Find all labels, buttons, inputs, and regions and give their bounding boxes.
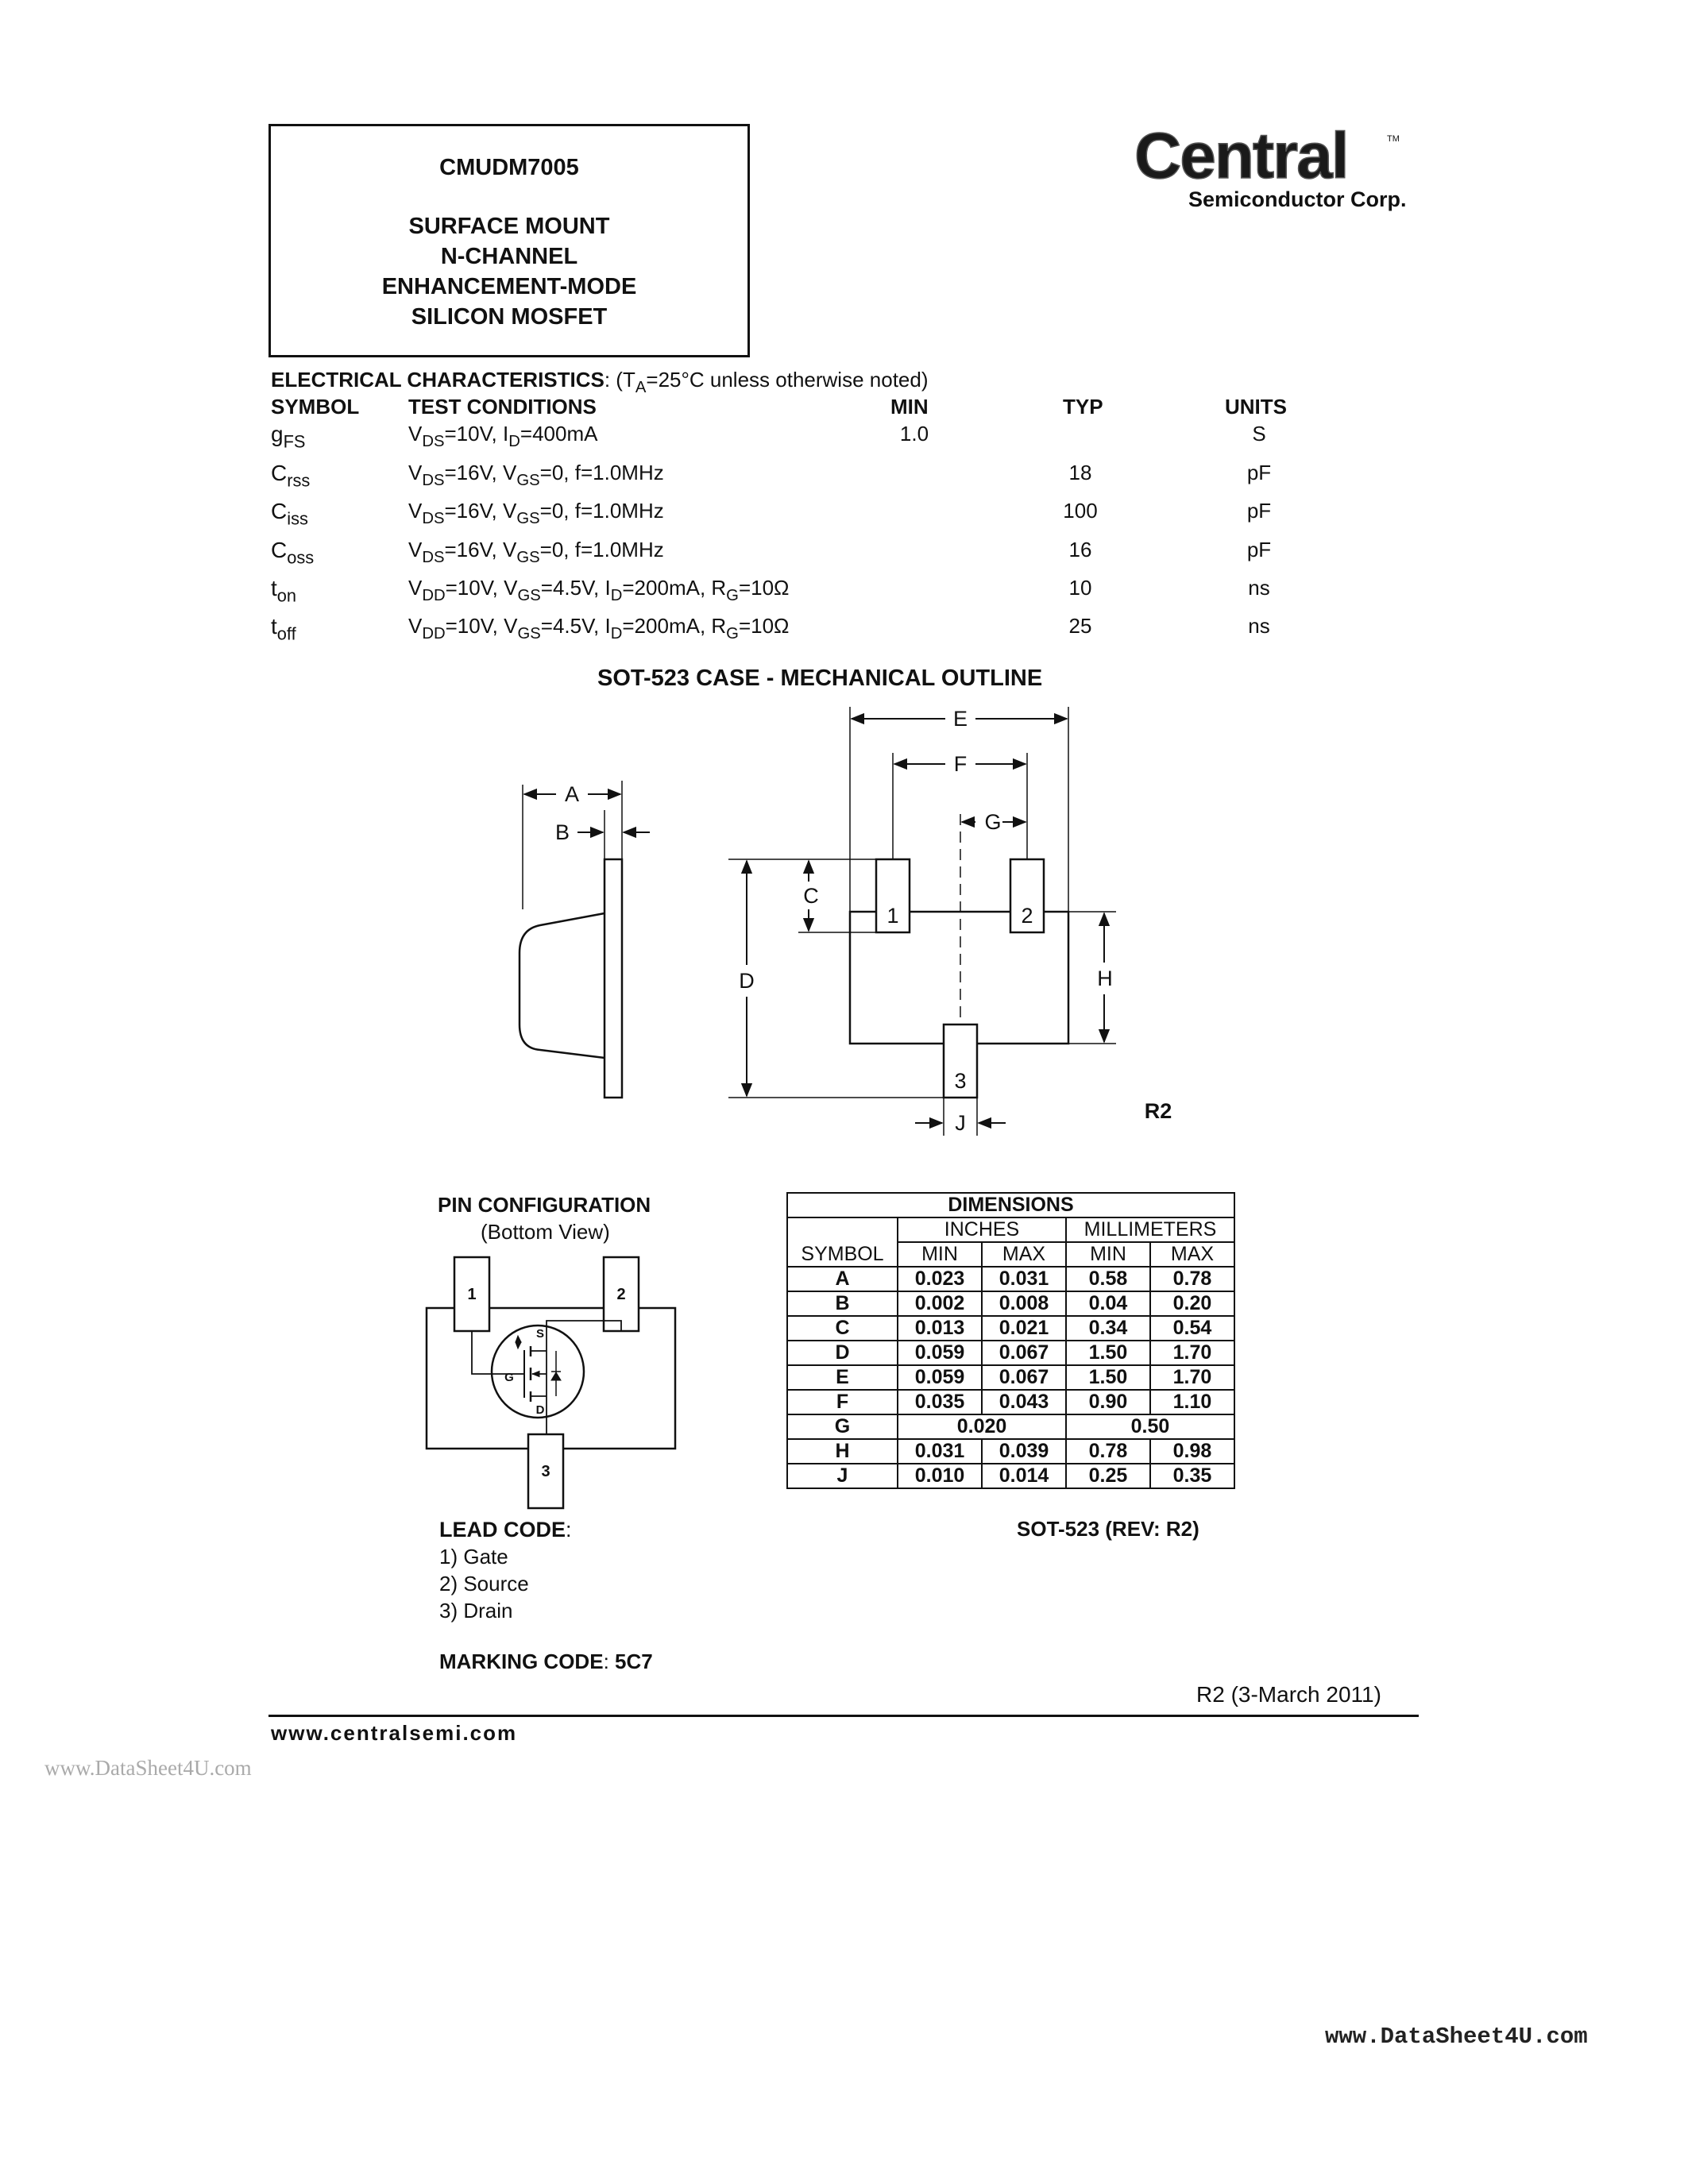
condition-part: I xyxy=(503,422,509,446)
symbol-header: SYMBOL xyxy=(787,1242,898,1267)
dimension-row xyxy=(787,1439,1234,1464)
dimension-inches: 0.020 xyxy=(898,1414,1066,1439)
logo-main-text: Central xyxy=(1134,120,1348,192)
dimension-mm-max: 1.70 xyxy=(1150,1365,1234,1390)
condition-part: =200mA, xyxy=(622,576,712,600)
units-cell: ns xyxy=(1248,576,1270,600)
dimension-mm-min: 0.34 xyxy=(1066,1316,1150,1341)
dimension-mm-min: 0.58 xyxy=(1066,1267,1150,1291)
col-symbol-header: SYMBOL xyxy=(271,395,360,419)
col-min-header: MIN xyxy=(890,395,929,419)
typ-cell: 18 xyxy=(1068,461,1092,484)
logo-tm: TM xyxy=(1387,134,1400,144)
mechanical-outline-title: SOT-523 CASE - MECHANICAL OUTLINE xyxy=(597,666,1043,691)
dimensions-title: DIMENSIONS xyxy=(787,1193,1234,1217)
test-condition-cell xyxy=(408,422,597,451)
terminal-label-source: S xyxy=(535,1327,545,1341)
lead-code-title-text: LEAD CODE xyxy=(439,1518,566,1542)
dimension-inches-max: 0.008 xyxy=(982,1291,1066,1316)
terminal-label-drain: D xyxy=(535,1403,545,1417)
dimension-symbol: D xyxy=(787,1341,898,1365)
test-condition-cell xyxy=(408,576,789,605)
dimension-row xyxy=(787,1414,1234,1439)
dimension-mm-max: 0.78 xyxy=(1150,1267,1234,1291)
condition-part: =10Ω xyxy=(738,614,790,638)
dimension-mm-max: 0.54 xyxy=(1150,1316,1234,1341)
lead-code-title xyxy=(439,1518,572,1542)
side-view-lead xyxy=(605,859,622,1098)
condition-part: GS xyxy=(517,625,541,643)
symbol-cell xyxy=(271,422,305,453)
dimension-symbol: H xyxy=(787,1439,898,1464)
marking-code-colon: : xyxy=(603,1650,616,1673)
pin-label-2: 2 xyxy=(1021,904,1033,928)
dimension-row xyxy=(787,1267,1234,1291)
ec-heading-post: =25°C unless otherwise noted) xyxy=(646,368,929,392)
dimension-mm-max: 0.20 xyxy=(1150,1291,1234,1316)
document-revision: R2 (3-March 2011) xyxy=(1196,1682,1381,1707)
marking-code-label: MARKING CODE xyxy=(439,1650,604,1673)
dimension-row xyxy=(787,1291,1234,1316)
condition-part: V xyxy=(503,538,517,561)
symbol-base: g xyxy=(271,422,284,446)
dimension-inches-min: 0.002 xyxy=(898,1291,982,1316)
website-link[interactable]: www.centralsemi.com xyxy=(271,1721,518,1745)
dimension-inches-max: 0.039 xyxy=(982,1439,1066,1464)
dimension-symbol: F xyxy=(787,1390,898,1414)
condition-part: =4.5V, xyxy=(540,576,605,600)
condition-part: =0, f=1.0MHz xyxy=(539,538,664,561)
dimension-mm-max: 0.98 xyxy=(1150,1439,1234,1464)
dim-label-f: F xyxy=(953,752,968,776)
symbol-subscript: FS xyxy=(283,431,306,452)
condition-part: DD xyxy=(422,587,446,605)
device-description xyxy=(271,211,747,332)
inches-min-header: MIN xyxy=(898,1242,982,1267)
symbol-cell xyxy=(271,576,296,607)
symbol-base: C xyxy=(271,461,288,485)
dimension-symbol: J xyxy=(787,1464,898,1488)
symbol-subscript: oss xyxy=(287,547,315,568)
condition-part: =10Ω xyxy=(738,576,790,600)
condition-part: V xyxy=(408,461,423,484)
units-cell: pF xyxy=(1246,461,1272,484)
dimension-row xyxy=(787,1341,1234,1365)
dimension-inches-max: 0.067 xyxy=(982,1341,1066,1365)
dim-label-j: J xyxy=(955,1111,966,1135)
drawing-revision: R2 xyxy=(1144,1099,1172,1123)
condition-part: V xyxy=(503,461,517,484)
dimension-mm-max: 0.35 xyxy=(1150,1464,1234,1488)
col-units-header: UNITS xyxy=(1225,395,1287,419)
description-line: ENHANCEMENT-MODE xyxy=(381,274,637,299)
test-condition-cell xyxy=(408,499,664,528)
condition-part: V xyxy=(503,499,517,523)
pin-configuration-subtitle: (Bottom View) xyxy=(481,1220,610,1244)
millimeters-header: MILLIMETERS xyxy=(1066,1217,1234,1242)
condition-part: I xyxy=(605,614,611,638)
pin-label-3: 3 xyxy=(954,1069,967,1093)
dimension-inches-max: 0.043 xyxy=(982,1390,1066,1414)
dimension-mm-min: 0.25 xyxy=(1066,1464,1150,1488)
condition-part: DS xyxy=(422,549,445,567)
dimension-row xyxy=(787,1365,1234,1390)
marking-code-value: 5C7 xyxy=(615,1650,653,1673)
dim-label-a: A xyxy=(564,782,580,806)
condition-part: D xyxy=(610,587,623,605)
dimension-row xyxy=(787,1464,1234,1488)
condition-part: G xyxy=(726,625,739,643)
pin-config-label-2: 2 xyxy=(616,1286,626,1303)
condition-part: =16V, xyxy=(444,538,504,561)
dim-label-e: E xyxy=(952,707,968,731)
condition-part: V xyxy=(504,576,518,600)
pin-config-label-3: 3 xyxy=(541,1463,550,1480)
condition-part: =0, f=1.0MHz xyxy=(539,461,664,484)
dimension-mm-max: 1.70 xyxy=(1150,1341,1234,1365)
units-cell: pF xyxy=(1246,538,1272,561)
mm-min-header: MIN xyxy=(1066,1242,1150,1267)
col-typ-header: TYP xyxy=(1063,395,1103,419)
condition-part: =400mA xyxy=(520,422,598,446)
condition-part: GS xyxy=(516,510,540,528)
marking-code xyxy=(439,1650,653,1674)
logo-sub-text: Semiconductor Corp. xyxy=(1188,187,1407,211)
condition-part: V xyxy=(408,422,423,446)
col-test-header: TEST CONDITIONS xyxy=(408,395,597,419)
condition-part: V xyxy=(408,576,423,600)
condition-part: DS xyxy=(422,433,445,451)
ec-heading-bold: ELECTRICAL CHARACTERISTICS xyxy=(271,368,605,392)
units-cell: S xyxy=(1252,422,1266,446)
condition-part: D xyxy=(610,625,623,643)
condition-part: =0, f=1.0MHz xyxy=(539,499,664,523)
pin-configuration-title: PIN CONFIGURATION xyxy=(438,1193,651,1217)
condition-part: GS xyxy=(517,587,541,605)
condition-part: =10V, xyxy=(445,614,504,638)
symbol-base: t xyxy=(271,614,277,639)
test-condition-cell xyxy=(408,538,664,567)
units-cell: pF xyxy=(1246,499,1272,523)
dimensions-table xyxy=(786,1192,1235,1489)
dimension-mm-min: 1.50 xyxy=(1066,1341,1150,1365)
lead-code-colon: : xyxy=(566,1518,572,1542)
dimension-inches-min: 0.023 xyxy=(898,1267,982,1291)
condition-part: DS xyxy=(422,510,445,528)
watermark-right: www.DataSheet4U.com xyxy=(1325,2024,1588,2050)
dim-label-b: B xyxy=(554,820,570,844)
condition-part: GS xyxy=(516,472,540,490)
dim-label-h: H xyxy=(1097,967,1113,990)
dimension-symbol: E xyxy=(787,1365,898,1390)
pin-configuration-diagram xyxy=(425,1251,679,1513)
symbol-base: C xyxy=(271,538,288,562)
ec-heading-sub: A xyxy=(635,379,647,397)
units-cell: ns xyxy=(1248,614,1270,638)
dimension-symbol: B xyxy=(787,1291,898,1316)
dimension-mm-min: 0.90 xyxy=(1066,1390,1150,1414)
dimension-mm-min: 0.78 xyxy=(1066,1439,1150,1464)
symbol-subscript: on xyxy=(276,585,297,606)
symbol-cell xyxy=(271,614,296,645)
symbol-cell xyxy=(271,538,314,569)
symbol-cell xyxy=(271,461,310,492)
typ-cell: 100 xyxy=(1063,499,1098,523)
dimension-symbol: G xyxy=(787,1414,898,1439)
ec-heading-pre: : (T xyxy=(604,368,635,392)
condition-part: =10V, xyxy=(444,422,504,446)
dim-label-c: C xyxy=(803,884,819,908)
dimension-mm-min: 0.04 xyxy=(1066,1291,1150,1316)
symbol-header-blank xyxy=(787,1217,898,1242)
dimension-inches-min: 0.013 xyxy=(898,1316,982,1341)
condition-part: DD xyxy=(422,625,446,643)
electrical-characteristics-heading xyxy=(271,368,929,397)
condition-part: R xyxy=(711,614,727,638)
part-number: CMUDM7005 xyxy=(439,155,579,180)
side-view-body xyxy=(520,913,605,1058)
pin-label-1: 1 xyxy=(886,904,899,928)
dimension-row xyxy=(787,1390,1234,1414)
test-condition-cell xyxy=(408,461,664,490)
dimensions-note: SOT-523 (REV: R2) xyxy=(1017,1517,1199,1541)
symbol-base: t xyxy=(271,576,277,600)
inches-header: INCHES xyxy=(898,1217,1066,1242)
condition-part: =10V, xyxy=(445,576,504,600)
dimension-inches-max: 0.014 xyxy=(982,1464,1066,1488)
symbol-base: C xyxy=(271,499,288,523)
description-line: SILICON MOSFET xyxy=(411,304,608,330)
dimension-symbol: A xyxy=(787,1267,898,1291)
min-cell: 1.0 xyxy=(899,422,929,446)
dimension-inches-max: 0.021 xyxy=(982,1316,1066,1341)
condition-part: R xyxy=(711,576,727,600)
watermark-left: www.DataSheet4U.com xyxy=(44,1756,252,1780)
symbol-cell xyxy=(271,499,308,530)
mechanical-outline-drawing xyxy=(477,695,1192,1148)
dim-label-g: G xyxy=(984,810,1002,834)
dimension-inches-min: 0.035 xyxy=(898,1390,982,1414)
terminal-label-gate: G xyxy=(504,1371,514,1384)
central-logo xyxy=(1128,119,1414,214)
condition-part: G xyxy=(726,587,739,605)
symbol-subscript: rss xyxy=(287,470,311,491)
lead-code-item: 1) Gate xyxy=(439,1545,508,1569)
condition-part: GS xyxy=(516,549,540,567)
condition-part: =200mA, xyxy=(622,614,712,638)
description-line: N-CHANNEL xyxy=(440,244,578,269)
dimension-row xyxy=(787,1316,1234,1341)
dimension-inches-min: 0.010 xyxy=(898,1464,982,1488)
condition-part: V xyxy=(408,538,423,561)
description-line: SURFACE MOUNT xyxy=(408,214,610,239)
symbol-subscript: off xyxy=(276,623,296,644)
test-condition-cell xyxy=(408,614,789,643)
condition-part: I xyxy=(605,576,611,600)
dimension-mm-max: 1.10 xyxy=(1150,1390,1234,1414)
dimension-mm: 0.50 xyxy=(1066,1414,1234,1439)
condition-part: V xyxy=(408,499,423,523)
inches-max-header: MAX xyxy=(982,1242,1066,1267)
condition-part: =16V, xyxy=(444,461,504,484)
footer-divider xyxy=(268,1715,1419,1717)
condition-part: V xyxy=(408,614,423,638)
title-box xyxy=(268,124,750,357)
lead-code-item: 3) Drain xyxy=(439,1599,513,1623)
lead-code-item: 2) Source xyxy=(439,1572,529,1596)
dimension-symbol: C xyxy=(787,1316,898,1341)
mm-max-header: MAX xyxy=(1150,1242,1234,1267)
symbol-subscript: iss xyxy=(287,508,308,529)
typ-cell: 10 xyxy=(1068,576,1092,600)
dimension-inches-min: 0.031 xyxy=(898,1439,982,1464)
condition-part: =16V, xyxy=(444,499,504,523)
condition-part: D xyxy=(508,433,520,451)
typ-cell: 25 xyxy=(1068,614,1092,638)
typ-cell: 16 xyxy=(1068,538,1092,561)
dimension-inches-min: 0.059 xyxy=(898,1365,982,1390)
dim-label-d: D xyxy=(739,969,755,993)
dimension-inches-min: 0.059 xyxy=(898,1341,982,1365)
pin-config-label-1: 1 xyxy=(467,1286,477,1303)
condition-part: DS xyxy=(422,472,445,490)
condition-part: =4.5V, xyxy=(540,614,605,638)
dimension-inches-max: 0.031 xyxy=(982,1267,1066,1291)
dimension-inches-max: 0.067 xyxy=(982,1365,1066,1390)
condition-part: V xyxy=(504,614,518,638)
dimension-mm-min: 1.50 xyxy=(1066,1365,1150,1390)
